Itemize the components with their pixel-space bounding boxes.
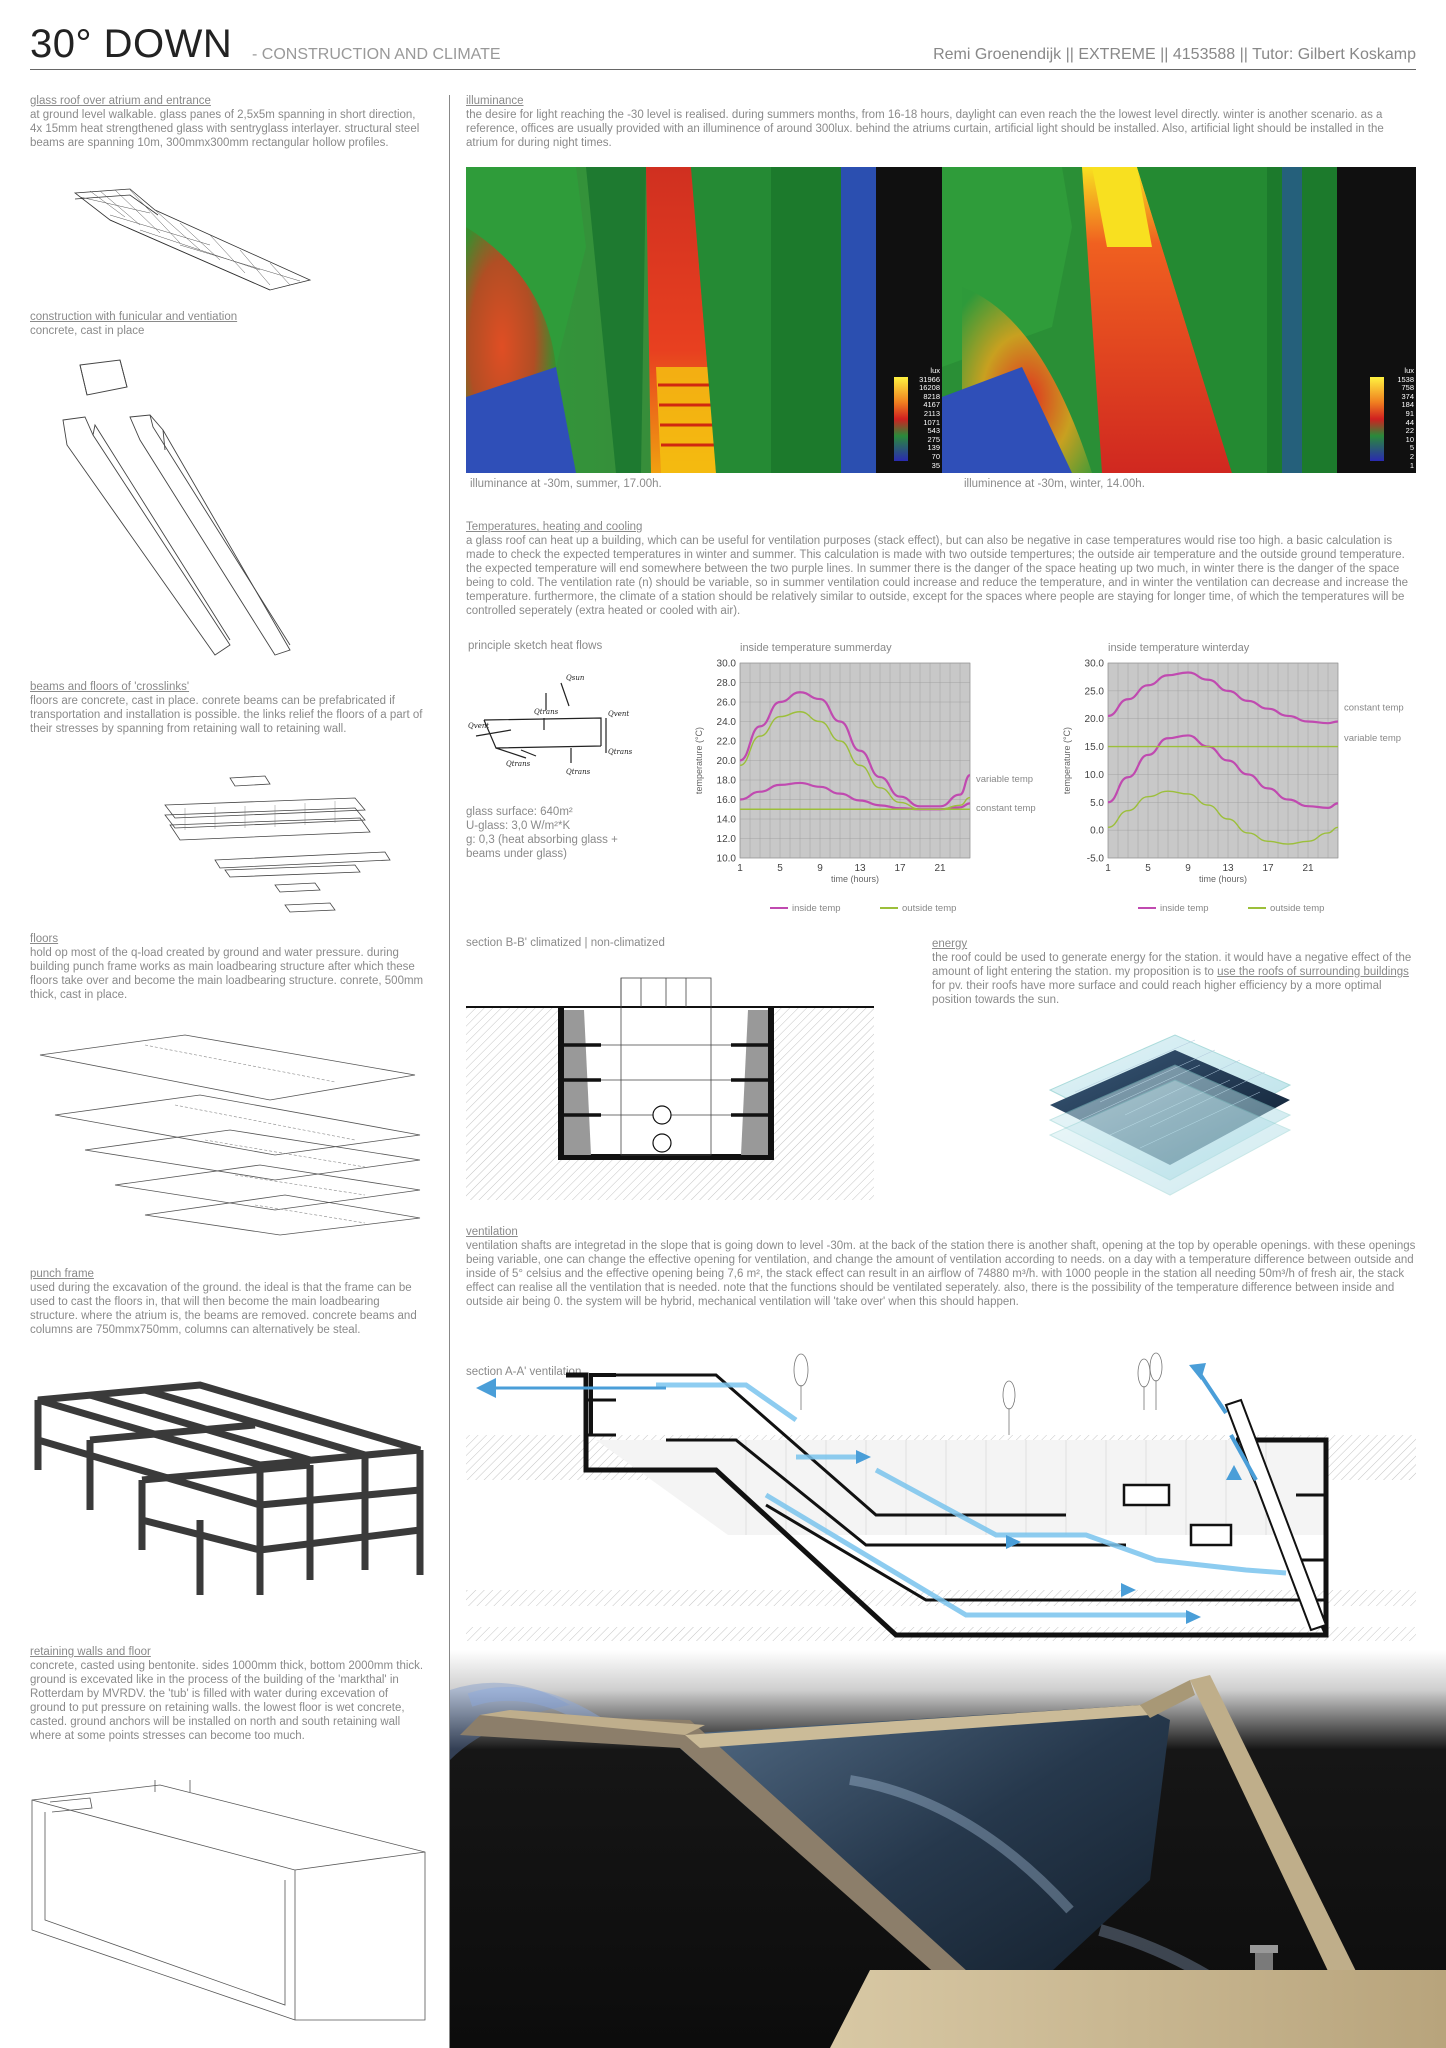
x-tick-label: 1	[1105, 863, 1111, 874]
y-tick-label: 30.0	[716, 658, 736, 670]
legend-value: 5	[1409, 443, 1414, 453]
legend-unit: lux	[1404, 366, 1414, 375]
legend-value: 1538	[1397, 374, 1414, 384]
y-tick-label: 12.0	[716, 834, 736, 845]
series-annotation: variable temp	[1344, 733, 1402, 744]
y-tick-label: 24.0	[716, 717, 736, 728]
solar-panel-illustration	[1040, 1030, 1295, 1200]
punch-frame-section	[30, 1267, 425, 1337]
y-tick-label: 10.0	[1084, 769, 1104, 781]
y-tick-label: 28.0	[716, 678, 736, 689]
legend-value: 16208	[919, 383, 940, 393]
chart-title: inside temperature winterday	[1108, 642, 1250, 654]
winter-temperature-chart	[1058, 636, 1416, 926]
x-tick-label: 21	[934, 863, 946, 874]
legend-value: 758	[1401, 383, 1414, 393]
x-axis-label: time (hours)	[1198, 874, 1248, 884]
legend-label: outside temp	[1270, 903, 1325, 914]
funicular-section	[30, 310, 425, 338]
chart-title: inside temperature summerday	[740, 642, 892, 654]
x-tick-label: 21	[1302, 863, 1314, 874]
y-axis-label: temperature (°C)	[694, 726, 704, 795]
page-header	[30, 22, 1416, 70]
page-subtitle: - CONSTRUCTION AND CLIMATE	[252, 46, 501, 63]
x-tick-label: 13	[854, 863, 866, 874]
illuminance-section	[466, 94, 1416, 150]
y-tick-label: 25.0	[1084, 686, 1104, 698]
y-tick-label: 10.0	[716, 853, 736, 865]
section-body: used during the excavation of the ground. the ideal is that the frame can be used to cast the floors in, that will then become the main loadbearing structure. where the atrium is, the beams are removed. concrete beams and columns are 750mmx750mm, columns can alternatively be steal.	[30, 1282, 417, 1336]
legend-value: 91	[1405, 408, 1414, 418]
legend-value: 4167	[923, 400, 940, 410]
legend-label: outside temp	[902, 903, 957, 914]
retaining-walls-section	[30, 1645, 425, 1743]
section-heading: ventilation	[466, 1226, 518, 1238]
legend-label: inside temp	[792, 903, 841, 914]
x-tick-label: 17	[894, 863, 906, 874]
legend-value: 31966	[919, 374, 940, 384]
illuminance-legend-summer	[908, 367, 940, 470]
model-photograph	[450, 1650, 1446, 2048]
x-tick-label: 9	[817, 863, 823, 874]
illuminance-render-winter	[942, 167, 1416, 473]
svg-text:Qtrans: Qtrans	[506, 760, 531, 768]
section-heading: Temperatures, heating and cooling	[466, 521, 643, 533]
page-title: 30° DOWN	[30, 22, 233, 66]
glass-specs	[466, 805, 618, 861]
svg-text:Qtrans: Qtrans	[566, 768, 591, 776]
beams-drawing	[155, 770, 425, 920]
legend-unit: lux	[930, 366, 940, 375]
g-value-note: beams under glass)	[466, 848, 567, 860]
glass-surface: glass surface: 640m²	[466, 806, 573, 818]
floors-section	[30, 932, 425, 1002]
section-heading: punch frame	[30, 1268, 94, 1280]
y-tick-label: 15.0	[1084, 742, 1104, 754]
section-body: ventilation shafts are integretad in the slope that is going down to level -30m. at the back of the station there is another shaft, opening at the top by operable openings. with these openings being variable, one can change the effective opening for ventilation, and change the amount of ventilation according to needs. on a day with a temperature difference between outside and inside of 5° celsius and the effective opening being 7,6 m², the stack effect can result in an airflow of 74880 m³/h. with 1000 people in the station all needing 50m³/h of fresh air, the stack effect can realise all the ventilation that is needed. note that the functions should be ventilated seperately. also, there is the possibility of the temperature difference between inside and outside air being 0. the system will be hybrid, mechanical ventilation will 'take over' when this should happen.	[466, 1240, 1416, 1308]
series-annotation: variable temp	[976, 773, 1034, 785]
energy-section	[932, 937, 1416, 1007]
section-heading: floors	[30, 933, 59, 945]
y-tick-label: 16.0	[716, 795, 736, 806]
section-heading: glass roof over atrium and entrance	[30, 95, 211, 107]
legend-value: 275	[927, 434, 940, 444]
legend-value: 543	[927, 426, 940, 436]
illuminance-render-summer	[466, 167, 942, 473]
svg-text:Qvent: Qvent	[608, 710, 630, 718]
section-heading: illuminance	[466, 95, 524, 107]
glass-roof-section	[30, 94, 425, 150]
heat-flow-sketch	[466, 658, 666, 778]
section-heading: energy	[932, 938, 968, 950]
series-annotation: constant temp	[976, 803, 1036, 815]
retaining-walls-drawing	[30, 1780, 435, 2025]
section-aa-drawing	[466, 1345, 1416, 1645]
svg-text:Qsun: Qsun	[566, 674, 585, 682]
summer-temperature-chart	[690, 636, 1060, 926]
legend-value: 44	[1405, 417, 1414, 427]
svg-text:Qtrans: Qtrans	[534, 708, 559, 716]
legend-value: 10	[1405, 434, 1414, 444]
x-axis-label: time (hours)	[830, 874, 880, 884]
y-tick-label: 14.0	[716, 814, 736, 826]
x-tick-label: 13	[1222, 863, 1234, 874]
floors-drawing	[35, 1030, 430, 1240]
section-body: floors are concrete, cast in place. conrete beams can be prefabricated if transportation and installation is possible. the links relief the floors of a part of their stresses by spanning from retaining wall to retaining wall.	[30, 695, 423, 735]
author-line: Remi Groenendijk || EXTREME || 4153588 || Tutor: Gilbert Koskamp	[933, 46, 1416, 63]
beams-section	[30, 680, 425, 736]
legend-value: 70	[931, 451, 940, 461]
illuminance-legend-winter	[1382, 367, 1414, 470]
section-body: at ground level walkable. glass panes of 2,5x5m spanning in short direction, 4x 15mm heat strengthened glass with sentryglass interlayer. structural steel beams are spanning 10m, 300mmx300mm rectangular hollow profiles.	[30, 109, 420, 149]
x-tick-label: 17	[1262, 863, 1274, 874]
svg-text:Qvent: Qvent	[468, 722, 490, 730]
y-tick-label: 20.0	[716, 756, 736, 767]
x-tick-label: 5	[1145, 863, 1151, 874]
plot-area	[1108, 663, 1338, 858]
legend-value: 374	[1401, 391, 1414, 401]
section-body: the desire for light reaching the -30 level is realised. during summers months, from 16-18 hours, daylight can even reach the the lowest level directly. winter is another scenario. as a reference, offices are usually provided with an illuminence of around 300lux. behind the atriums curtain, artificial light should be installed. Also, artificial light should be installed in the atrium for during night times.	[466, 109, 1384, 149]
energy-text-b: for pv. their roofs have more surface and could reach higher efficiency by a more optimal position towards the sun.	[932, 980, 1382, 1006]
y-tick-label: 20.0	[1084, 714, 1104, 726]
y-tick-label: -5.0	[1086, 853, 1104, 865]
legend-value: 35	[931, 460, 940, 470]
legend-value: 184	[1401, 400, 1414, 410]
y-tick-label: 0.0	[1090, 825, 1104, 837]
u-glass: U-glass: 3,0 W/m²*K	[466, 820, 571, 832]
y-axis-label: temperature (°C)	[1062, 726, 1072, 795]
energy-text-a: the roof could be used to generate energy for the station. it would have a negative effect of the amount of light entering the station. my proposition is to	[932, 952, 1412, 978]
legend-value: 8218	[923, 391, 940, 401]
temperatures-section	[466, 520, 1416, 618]
g-value: g: 0,3 (heat absorbing glass +	[466, 834, 618, 846]
section-bb-drawing	[466, 975, 874, 1200]
caption-winter: illuminence at -30m, winter, 14.00h.	[964, 478, 1145, 490]
section-body	[932, 951, 1416, 1007]
y-tick-label: 30.0	[1084, 658, 1104, 670]
x-tick-label: 5	[777, 863, 783, 874]
legend-value: 2113	[923, 408, 940, 418]
legend-label: inside temp	[1160, 903, 1209, 914]
glass-roof-drawing	[70, 185, 320, 295]
svg-text:Qtrans: Qtrans	[608, 748, 633, 756]
legend-value: 1071	[923, 417, 940, 427]
section-aa-title: section A-A' ventilation	[466, 1366, 582, 1378]
section-heading: construction with funicular and ventiation	[30, 311, 238, 323]
section-bb-title: section B-B' climatized | non-climatized	[466, 937, 665, 949]
legend-value: 1	[1409, 460, 1414, 470]
sketch-title: principle sketch heat flows	[468, 640, 603, 652]
section-body: concrete, cast in place	[30, 325, 145, 337]
energy-link[interactable]: use the roofs of surrounding buildings	[1217, 966, 1409, 978]
y-tick-label: 22.0	[716, 736, 736, 748]
section-body: a glass roof can heat up a building, which can be useful for ventilation purposes (stack effect), but can also be negative in case temperatures would rise too high. a basic calculation is made to check the expected temperatures in winter and summer. This calculation is made with two outside tempertures; the outside air temperature and the outside ground temperature. the expected temperature will end somewhere between the two purple lines. In summer there is the danger of the space heating up two much, in winter there is the danger of the space being to cold. The ventilation rate (n) should be variable, so in summer ventilation could increase and reduce the temperature, and in winter the ventilation can decrease and increase the temperature. furthermore, the climate of a station should be relatively similar to outside, except for the spaces where people are staying for longer time, of which the temperatures will be controlled seperately (extra heated or cooled with air).	[466, 535, 1409, 617]
section-body: hold op most of the q-load created by ground and water pressure. during building punch frame works as main loadbearing structure after which these floors take over and become the main loadbearing structure. conrete, 500mm thick, cast in place.	[30, 947, 424, 1001]
funicular-drawing	[55, 355, 305, 665]
x-tick-label: 9	[1185, 863, 1191, 874]
section-body: concrete, casted using bentonite. sides 1000mm thick, bottom 2000mm thick. ground is excevated like in the process of the building of the 'markthal' in Rotterdam by MVRDV. the 'tub' is filled with water during excevation of ground to put pressure on retaining walls. the lowest floor is wet concrete, casted. ground anchors will be installed on north and south retaining wall where at some points stresses can become too much.	[30, 1660, 424, 1742]
legend-value: 2	[1409, 451, 1414, 461]
series-annotation: constant temp	[1344, 702, 1404, 714]
legend-value: 139	[927, 443, 940, 453]
ventilation-section	[466, 1225, 1416, 1309]
punch-frame-drawing	[30, 1380, 430, 1610]
y-tick-label: 26.0	[716, 697, 736, 709]
y-tick-label: 5.0	[1090, 797, 1104, 809]
caption-summer: illuminance at -30m, summer, 17.00h.	[470, 478, 662, 490]
section-heading: retaining walls and floor	[30, 1646, 151, 1658]
legend-value: 22	[1405, 426, 1414, 436]
y-tick-label: 18.0	[716, 775, 736, 787]
x-tick-label: 1	[737, 863, 743, 874]
section-heading: beams and floors of 'crosslinks'	[30, 681, 190, 693]
